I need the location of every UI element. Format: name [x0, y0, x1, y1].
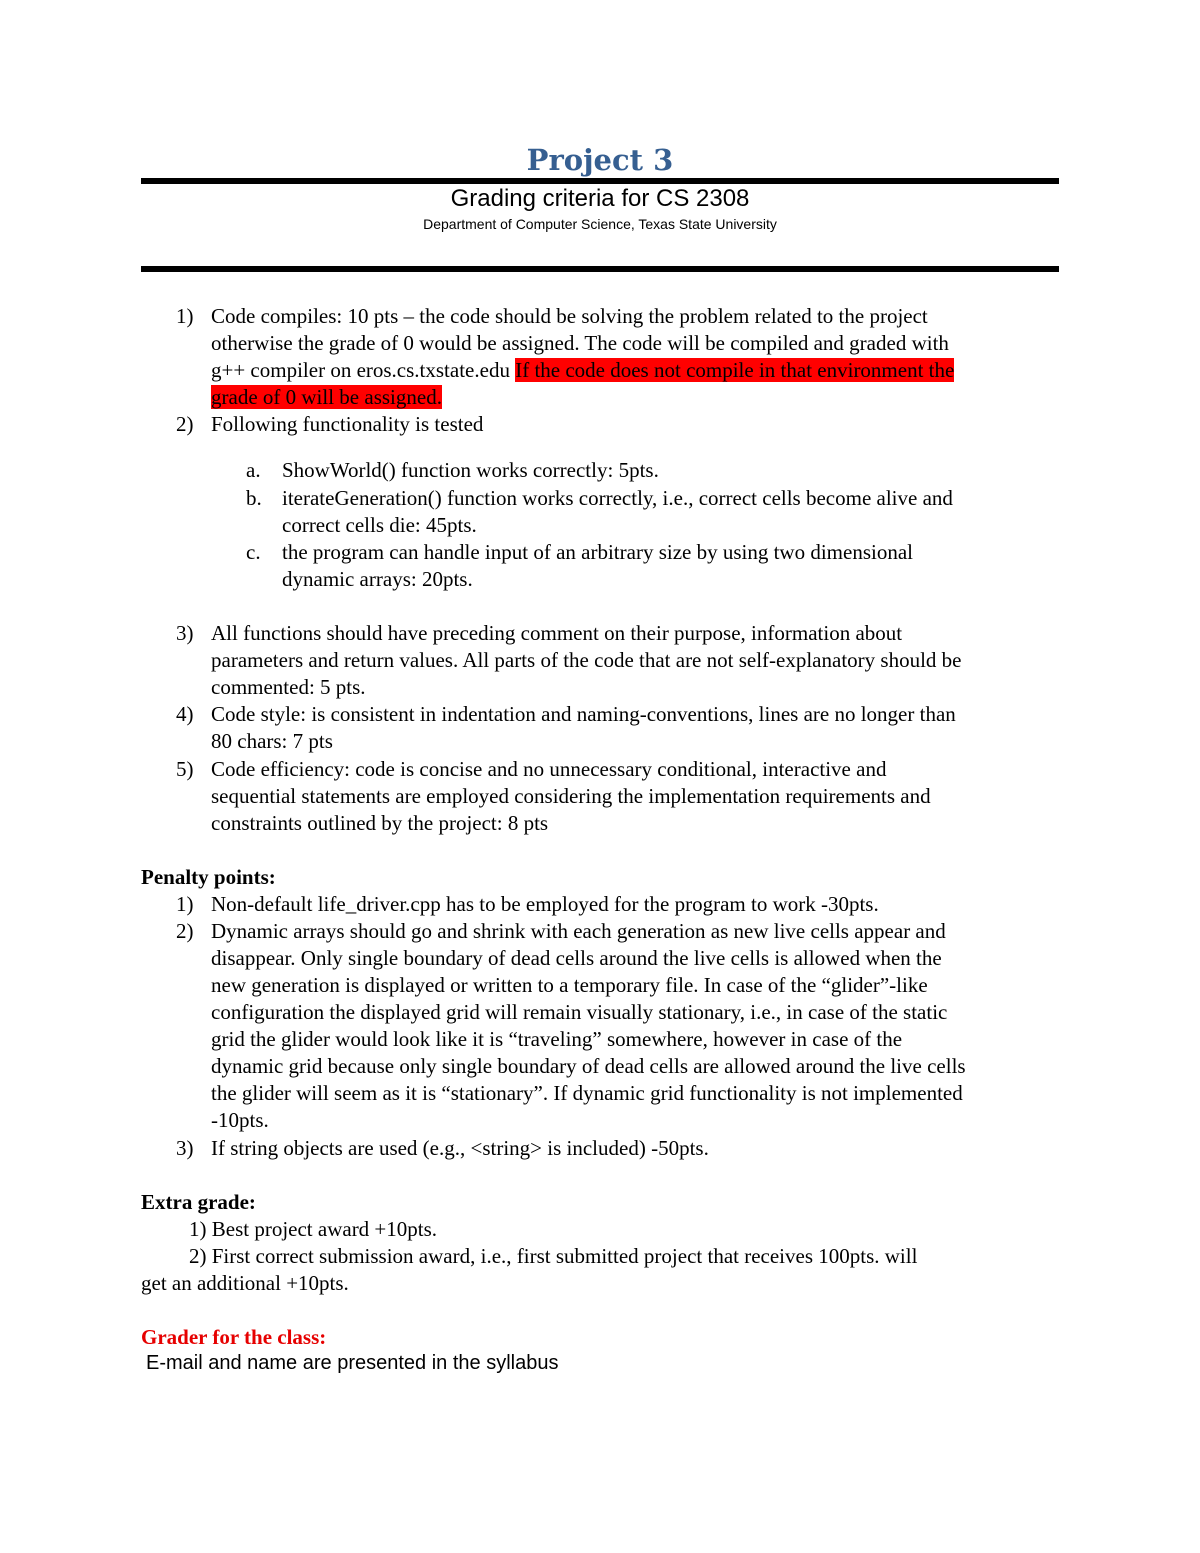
text-line: -10pts.: [211, 1108, 269, 1132]
text-line: correct cells die: 45pts.: [282, 513, 477, 537]
list-letter: c.: [246, 540, 261, 564]
text-line: Non-default life_driver.cpp has to be employed for the program to work -30pts.: [211, 892, 879, 916]
criterion-body: [211, 620, 1071, 701]
grader-text: E-mail and name are presented in the syllabus: [146, 1352, 559, 1374]
text-line: otherwise the grade of 0 would be assigned. The code will be compiled and graded with: [211, 331, 949, 355]
text-line: the program can handle input of an arbitrary size by using two dimensional: [282, 540, 913, 564]
text-line: dynamic grid because only single boundary of dead cells are allowed around the live cells: [211, 1054, 966, 1078]
highlighted-warning: grade of 0 will be assigned.: [211, 385, 442, 409]
list-number: 3): [176, 1136, 194, 1160]
text-line: Dynamic arrays should go and shrink with each generation as new live cells appear and: [211, 919, 946, 943]
extra-line-3: get an additional +10pts.: [141, 1271, 349, 1295]
text-line: Code compiles: 10 pts – the code should be solving the problem related to the project: [211, 304, 928, 328]
list-number: 1): [176, 304, 194, 328]
text-line: ShowWorld() function works correctly: 5pts.: [282, 458, 659, 482]
subitem-body: [282, 485, 1062, 539]
text-line: constraints outlined by the project: 8 pts: [211, 811, 549, 835]
list-letter: a.: [246, 458, 261, 482]
highlighted-warning: If the code does not compile in that environment the: [515, 358, 955, 382]
text-span: g++ compiler on eros.cs.txstate.edu: [211, 358, 516, 382]
list-number: 2): [176, 919, 194, 943]
text-line: [211, 357, 1071, 384]
text-line: iterateGeneration() function works correctly, i.e., correct cells become alive and: [282, 486, 953, 510]
text-line: new generation is displayed or written to a temporary file. In case of the “glider”-like: [211, 973, 928, 997]
grader-heading: Grader for the class:: [141, 1325, 327, 1349]
list-number: 5): [176, 757, 194, 781]
text-line: [211, 384, 1071, 411]
text-line: If string objects are used (e.g., <string> is included) -50pts.: [211, 1136, 709, 1160]
penalty-body: [211, 918, 1071, 1134]
text-line: sequential statements are employed considering the implementation requirements and: [211, 784, 931, 808]
text-line: dynamic arrays: 20pts.: [282, 567, 473, 591]
extra-line-1: 1) Best project award +10pts.: [189, 1217, 438, 1241]
text-line: Code style: is consistent in indentation and naming-conventions, lines are no longer than: [211, 702, 956, 726]
text-line: 80 chars: 7 pts: [211, 729, 333, 753]
text-line: Following functionality is tested: [211, 412, 484, 436]
extra-heading: Extra grade:: [141, 1190, 256, 1214]
subitem-body: [282, 539, 1062, 593]
criterion-body: [211, 303, 1071, 411]
text-line: grid the glider would look like it is “traveling” somewhere, however in case of the: [211, 1027, 903, 1051]
extra-line-2: 2) First correct submission award, i.e., first submitted project that receives 100pts. will: [189, 1244, 918, 1268]
text-line: parameters and return values. All parts of the code that are not self-explanatory should be: [211, 648, 962, 672]
subitem-body: [282, 457, 1062, 484]
criterion-body: [211, 701, 1071, 755]
list-number: 2): [176, 412, 194, 436]
criterion-body: [211, 411, 1071, 438]
penalty-body: [211, 891, 1071, 918]
list-number: 4): [176, 702, 194, 726]
text-line: All functions should have preceding comment on their purpose, information about: [211, 621, 903, 645]
page-title: Project 3: [526, 143, 674, 177]
text-line: Code efficiency: code is concise and no unnecessary conditional, interactive and: [211, 757, 887, 781]
text-line: the glider will seem as it is “stationary”. If dynamic grid functionality is not implemented: [211, 1081, 963, 1105]
list-number: 3): [176, 621, 194, 645]
bottom-rule: [141, 266, 1059, 272]
department-line: Department of Computer Science, Texas State University: [423, 216, 777, 232]
text-line: commented: 5 pts.: [211, 675, 366, 699]
list-number: 1): [176, 892, 194, 916]
criterion-body: [211, 756, 1071, 837]
page-subtitle: Grading criteria for CS 2308: [450, 185, 750, 212]
penalty-body: [211, 1135, 1071, 1162]
penalty-heading: Penalty points:: [141, 865, 276, 889]
list-letter: b.: [246, 486, 262, 510]
text-line: disappear. Only single boundary of dead cells around the live cells is allowed when the: [211, 946, 942, 970]
text-line: configuration the displayed grid will remain visually stationary, i.e., in case of the static: [211, 1000, 948, 1024]
